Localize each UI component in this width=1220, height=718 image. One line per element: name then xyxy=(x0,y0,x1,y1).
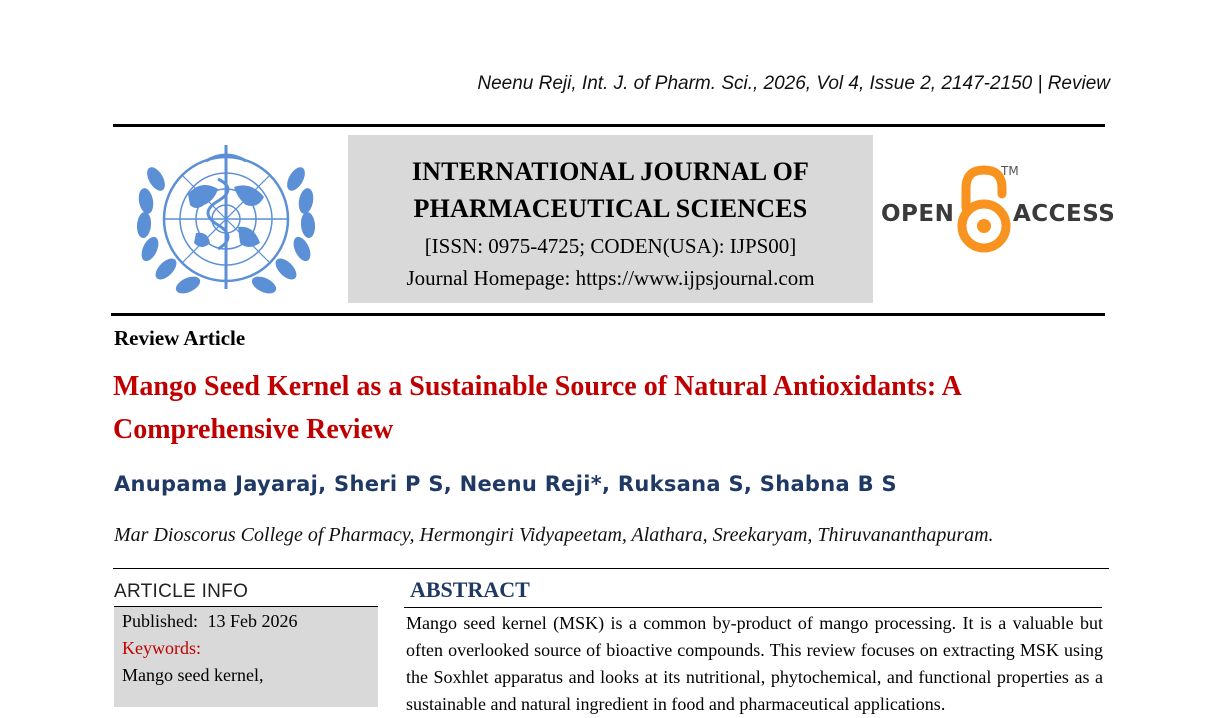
section-divider xyxy=(113,568,1109,569)
article-type-label: Review Article xyxy=(114,326,246,350)
article-info-box xyxy=(114,606,378,707)
trademark-mark: TM xyxy=(1001,164,1019,178)
open-access-text-access: ACCESS xyxy=(1013,201,1116,227)
article-title: Mango Seed Kernel as a Sustainable Source of Natural Antioxidants: A Comprehensive Review xyxy=(113,371,961,445)
running-header-citation: Neenu Reji, Int. J. of Pharm. Sci., 2026, Vol 4, Issue 2, 2147-2150 | Review xyxy=(477,73,1110,94)
open-access-text-open: OPEN xyxy=(881,201,955,227)
open-access-logo xyxy=(879,160,1116,255)
abstract-heading: ABSTRACT xyxy=(410,577,530,602)
journal-masthead xyxy=(348,135,873,303)
journal-title xyxy=(348,153,873,227)
abstract-body: Mango seed kernel (MSK) is a common by-product of mango processing. It is a valuable but often overlooked source of bioactive compounds. This review focuses on extracting MSK using the Soxhlet apparatus and looks at its nutritional, phytochemical, and functional properties as a sustainable and natural ingredient in food and pharmaceutical applications. xyxy=(406,613,1103,714)
journal-title-line-1: INTERNATIONAL JOURNAL OF xyxy=(411,157,810,186)
article-info-heading: ARTICLE INFO xyxy=(114,581,249,602)
abstract-rule xyxy=(404,607,1102,608)
masthead-bottom-rule xyxy=(111,313,1105,316)
article-authors: Anupama Jayaraj, Sheri P S, Neenu Reji*, Ruksana S, Shabna B S xyxy=(114,472,897,496)
journal-homepage-link[interactable]: Journal Homepage: https://www.ijpsjournal.com xyxy=(406,266,815,290)
keyword-item: Mango seed kernel, xyxy=(122,665,264,685)
keywords-label: Keywords: xyxy=(122,638,201,658)
article-affiliation: Mar Dioscorus College of Pharmacy, Hermongiri Vidyapeetam, Alathara, Sreekaryam, Thiruvananthapuram. xyxy=(114,524,994,546)
journal-title-line-2: PHARMACEUTICAL SCIENCES xyxy=(413,194,808,223)
published-date: 13 Feb 2026 xyxy=(207,611,298,631)
journal-emblem-icon xyxy=(126,139,326,305)
journal-issn: [ISSN: 0975-4725; CODEN(USA): IJPS00] xyxy=(424,234,797,258)
published-line xyxy=(122,611,298,632)
masthead-top-rule xyxy=(113,124,1105,127)
published-label: Published: xyxy=(122,611,199,631)
